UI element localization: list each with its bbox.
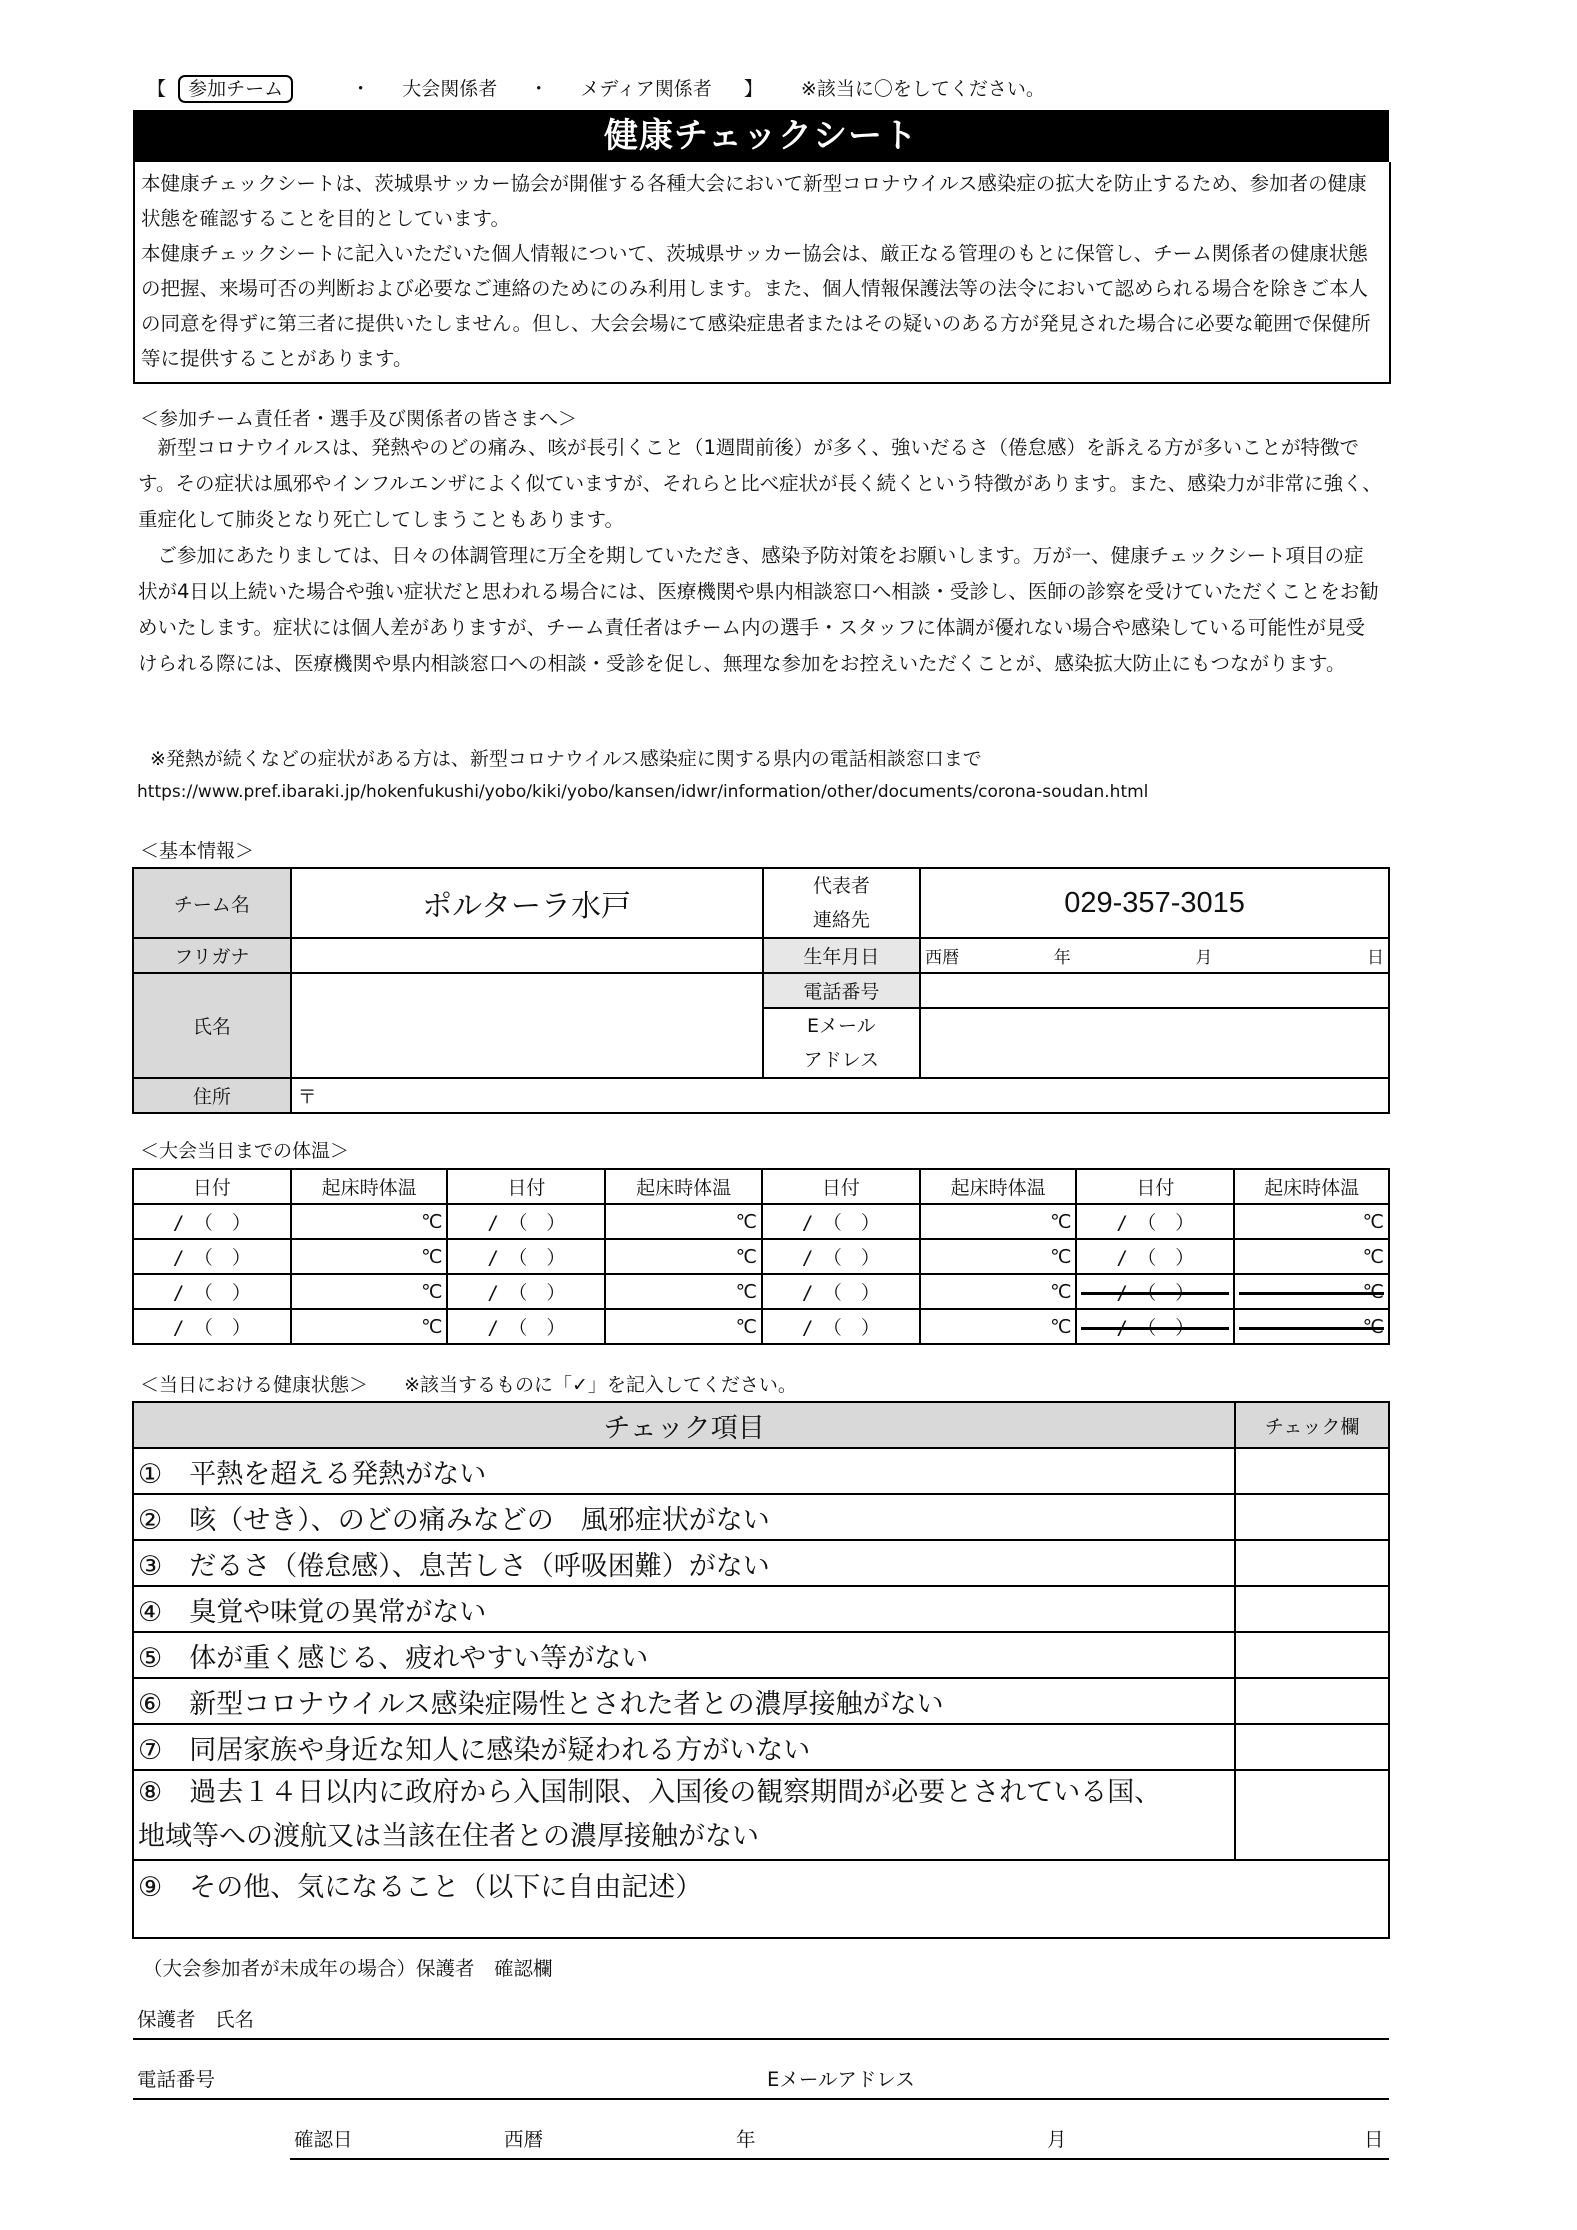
- col-date: 日付: [762, 1169, 920, 1204]
- separator-dot: ・: [351, 78, 371, 100]
- date-cell-struck: / （ ）: [1076, 1274, 1234, 1309]
- confirm-era: 西暦: [504, 2128, 544, 2151]
- participant-type-selector: [147, 74, 1071, 101]
- guardian-name-line[interactable]: [133, 2000, 1389, 2040]
- check-item-8: [133, 1770, 1235, 1860]
- col-date: 日付: [1076, 1169, 1234, 1204]
- temperature-table: [132, 1168, 1390, 1345]
- bracket-open: 【: [147, 78, 167, 100]
- postal-mark: 〒: [297, 1086, 317, 1108]
- check-item-7: ⑦ 同居家族や身近な知人に感染が疑われる方がいない: [133, 1724, 1235, 1770]
- rep-label-line1: 代表者: [812, 875, 870, 897]
- date-cell[interactable]: / （ ）: [447, 1309, 605, 1344]
- temp-cell[interactable]: ℃: [605, 1239, 762, 1274]
- check-column-header: チェック欄: [1235, 1402, 1389, 1448]
- separator-dot: ・: [529, 78, 549, 100]
- representative-phone-value[interactable]: 029-357-3015: [920, 868, 1389, 938]
- representative-contact-label: [763, 868, 921, 938]
- check-box-6[interactable]: [1235, 1678, 1389, 1724]
- col-date: 日付: [447, 1169, 605, 1204]
- guardian-heading: （大会参加者が未成年の場合）保護者 確認欄: [143, 1957, 553, 1980]
- team-name-value[interactable]: ポルターラ水戸: [291, 868, 763, 938]
- address-field[interactable]: [291, 1078, 1389, 1113]
- guardian-contact-line[interactable]: [133, 2060, 1389, 2100]
- check-item-2: ② 咳（せき）、のどの痛みなどの 風邪症状がない: [133, 1494, 1235, 1540]
- email-label: [763, 1008, 921, 1078]
- date-cell[interactable]: / （ ）: [1076, 1239, 1234, 1274]
- basic-info-table: [132, 867, 1390, 1114]
- option-media[interactable]: メディア関係者: [580, 78, 712, 100]
- page-title: 健康チェックシート: [133, 110, 1389, 162]
- check-item-8-line1: ⑧ 過去１４日以内に政府から入国制限、入国後の観察期間が必要とされている国、: [138, 1777, 1162, 1808]
- email-field[interactable]: [920, 1008, 1389, 1078]
- temp-cell[interactable]: ℃: [605, 1309, 762, 1344]
- temperature-row: [133, 1239, 1389, 1274]
- temp-cell[interactable]: ℃: [1234, 1239, 1389, 1274]
- temp-cell[interactable]: ℃: [920, 1204, 1077, 1239]
- date-cell[interactable]: / （ ）: [762, 1239, 920, 1274]
- date-cell-struck: / （ ）: [1076, 1309, 1234, 1344]
- check-item-header: チェック項目: [133, 1402, 1235, 1448]
- confirm-date-line[interactable]: [290, 2118, 1389, 2160]
- date-cell[interactable]: / （ ）: [762, 1274, 920, 1309]
- temp-cell[interactable]: ℃: [291, 1239, 448, 1274]
- consult-url-link[interactable]: https://www.pref.ibaraki.jp/hokenfukushi/yobo/kiki/yobo/kansen/idwr/information/other/documents/corona-soudan.html: [137, 782, 1149, 802]
- check-item-9-free-text[interactable]: [133, 1860, 1389, 1938]
- date-cell[interactable]: / （ ）: [1076, 1204, 1234, 1239]
- check-box-3[interactable]: [1235, 1540, 1389, 1586]
- temperature-row: [133, 1204, 1389, 1239]
- check-box-1[interactable]: [1235, 1448, 1389, 1494]
- check-item-1: ① 平熱を超える発熱がない: [133, 1448, 1235, 1494]
- date-cell[interactable]: / （ ）: [133, 1204, 291, 1239]
- notice-paragraph-1: 新型コロナウイルスは、発熱やのどの痛み、咳が長引くこと（1週間前後）が多く、強いだるさ（倦怠感）を訴える方が多いことが特徴です。その症状は風邪やインフルエンザによく似ていますが、それらと比べ症状が長く続くという特徴があります。また、感染力が非常に強く、重症化して肺炎となり死亡してしまうこともあります。: [138, 436, 1382, 531]
- confirm-date-label: 確認日: [294, 2128, 353, 2151]
- date-cell[interactable]: / （ ）: [133, 1274, 291, 1309]
- date-cell[interactable]: / （ ）: [762, 1204, 920, 1239]
- birthdate-field[interactable]: [920, 938, 1389, 973]
- temperature-row: [133, 1309, 1389, 1344]
- date-cell[interactable]: / （ ）: [447, 1274, 605, 1309]
- phone-field[interactable]: [920, 973, 1389, 1008]
- date-cell[interactable]: / （ ）: [762, 1309, 920, 1344]
- temperature-heading: ＜大会当日までの体温＞: [140, 1140, 350, 1162]
- full-name-label: 氏名: [133, 973, 291, 1078]
- temp-cell-struck: ℃: [1234, 1309, 1389, 1344]
- notice-paragraph-2: ご参加にあたりましては、日々の体調管理に万全を期していただき、感染予防対策をお願いします。万が一、健康チェックシート項目の症状が4日以上続いた場合や強い症状だと思われる場合には、医療機関や県内相談窓口へ相談・受診し、医師の診察を受けていただくことをお勧めいたします。症状には個人差がありますが、チーム責任者はチーム内の選手・スタッフに体調が優れない場合や感染している可能性が見受けられる際には、医療機関や県内相談窓口への相談・受診を促し、無理な参加をお控えいただくことが、感染拡大防止にもつながります。: [138, 544, 1379, 675]
- bracket-close: 】: [743, 78, 763, 100]
- selector-note: ※該当に〇をしてください。: [800, 78, 1045, 100]
- basic-info-heading: ＜基本情報＞: [140, 840, 255, 862]
- check-item-5: ⑤ 体が重く感じる、疲れやすい等がない: [133, 1632, 1235, 1678]
- date-cell[interactable]: / （ ）: [133, 1309, 291, 1344]
- check-item-9-label: ⑨ その他、気になること（以下に自由記述）: [138, 1872, 703, 1903]
- furigana-label: フリガナ: [133, 938, 291, 973]
- address-label: 住所: [133, 1078, 291, 1113]
- intro-paragraph-1: 本健康チェックシートは、茨城県サッカー協会が開催する各種大会において新型コロナウイルス感染症の拡大を防止するため、参加者の健康状態を確認することを目的としています。: [141, 172, 1367, 230]
- temp-cell[interactable]: ℃: [920, 1274, 1077, 1309]
- intro-box: [133, 162, 1391, 384]
- team-name-label: チーム名: [133, 868, 291, 938]
- temp-cell[interactable]: ℃: [291, 1274, 448, 1309]
- notice-heading: ＜参加チーム責任者・選手及び関係者の皆さまへ＞: [140, 408, 578, 430]
- col-date: 日付: [133, 1169, 291, 1204]
- temp-cell[interactable]: ℃: [605, 1274, 762, 1309]
- temperature-row: [133, 1274, 1389, 1309]
- temp-cell[interactable]: ℃: [920, 1239, 1077, 1274]
- check-box-5[interactable]: [1235, 1632, 1389, 1678]
- health-note: ※該当するものに「✓」を記入してください。: [404, 1374, 797, 1396]
- date-cell[interactable]: / （ ）: [447, 1204, 605, 1239]
- date-cell[interactable]: / （ ）: [447, 1239, 605, 1274]
- email-label-line1: Eメール: [807, 1015, 876, 1037]
- confirm-day-unit: 日: [1364, 2128, 1384, 2151]
- phone-label: 電話番号: [763, 973, 921, 1008]
- temp-cell[interactable]: ℃: [920, 1309, 1077, 1344]
- check-box-2[interactable]: [1235, 1494, 1389, 1540]
- health-heading-text: ＜当日における健康状態＞: [140, 1374, 369, 1396]
- full-name-field[interactable]: [291, 973, 763, 1078]
- temp-cell[interactable]: ℃: [1234, 1204, 1389, 1239]
- birth-month-unit: 月: [1195, 948, 1213, 968]
- col-wake-temp: 起床時体温: [291, 1169, 448, 1204]
- guardian-phone-label: 電話番号: [137, 2068, 216, 2091]
- intro-paragraph-2: 本健康チェックシートに記入いただいた個人情報について、茨城県サッカー協会は、厳正なる管理のもとに保管し、チーム関係者の健康状態の把握、来場可否の判断および必要なご連絡のためにのみ利用します。また、個人情報保護法等の法令において認められる場合を除きご本人の同意を得ずに第三者に提供いたしません。但し、大会会場にて感染症患者またはその疑いのある方が発見された場合に必要な範囲で保健所等に提供することがあります。: [141, 242, 1371, 370]
- check-item-6: ⑥ 新型コロナウイルス感染症陽性とされた者との濃厚接触がない: [133, 1678, 1235, 1724]
- check-box-8[interactable]: [1235, 1770, 1389, 1860]
- check-box-4[interactable]: [1235, 1586, 1389, 1632]
- confirm-year-unit: 年: [736, 2128, 756, 2151]
- furigana-field[interactable]: [291, 938, 763, 973]
- guardian-email-label: Eメールアドレス: [767, 2068, 915, 2091]
- check-box-7[interactable]: [1235, 1724, 1389, 1770]
- email-label-line2: アドレス: [803, 1049, 880, 1071]
- confirm-month-unit: 月: [1047, 2128, 1067, 2151]
- date-cell[interactable]: / （ ）: [133, 1239, 291, 1274]
- temp-cell[interactable]: ℃: [605, 1204, 762, 1239]
- option-official[interactable]: 大会関係者: [402, 78, 498, 100]
- rep-label-line2: 連絡先: [812, 909, 870, 931]
- health-check-table: [132, 1401, 1390, 1939]
- check-item-3: ③ だるさ（倦怠感）、息苦しさ（呼吸困難）がない: [133, 1540, 1235, 1586]
- col-wake-temp: 起床時体温: [605, 1169, 762, 1204]
- check-item-4: ④ 臭覚や味覚の異常がない: [133, 1586, 1235, 1632]
- health-heading: [140, 1370, 797, 1397]
- check-item-8-line2: 地域等への渡航又は当該在住者との濃厚接触がない: [138, 1821, 759, 1852]
- temp-cell[interactable]: ℃: [291, 1204, 448, 1239]
- temp-cell[interactable]: ℃: [291, 1309, 448, 1344]
- birth-day-unit: 日: [1366, 948, 1384, 968]
- fever-note: ※発熱が続くなどの症状がある方は、新型コロナウイルス感染症に関する県内の電話相談窓口まで: [150, 748, 982, 770]
- col-wake-temp: 起床時体温: [1234, 1169, 1389, 1204]
- birth-year-unit: 年: [1053, 948, 1071, 968]
- guardian-name-label: 保護者 氏名: [137, 2008, 255, 2031]
- notice-body: [138, 430, 1383, 682]
- option-team-circled[interactable]: 参加チーム: [178, 75, 293, 103]
- col-wake-temp: 起床時体温: [920, 1169, 1077, 1204]
- birth-era: 西暦: [925, 948, 960, 968]
- temp-cell-struck: ℃: [1234, 1274, 1389, 1309]
- birthdate-label: 生年月日: [763, 938, 921, 973]
